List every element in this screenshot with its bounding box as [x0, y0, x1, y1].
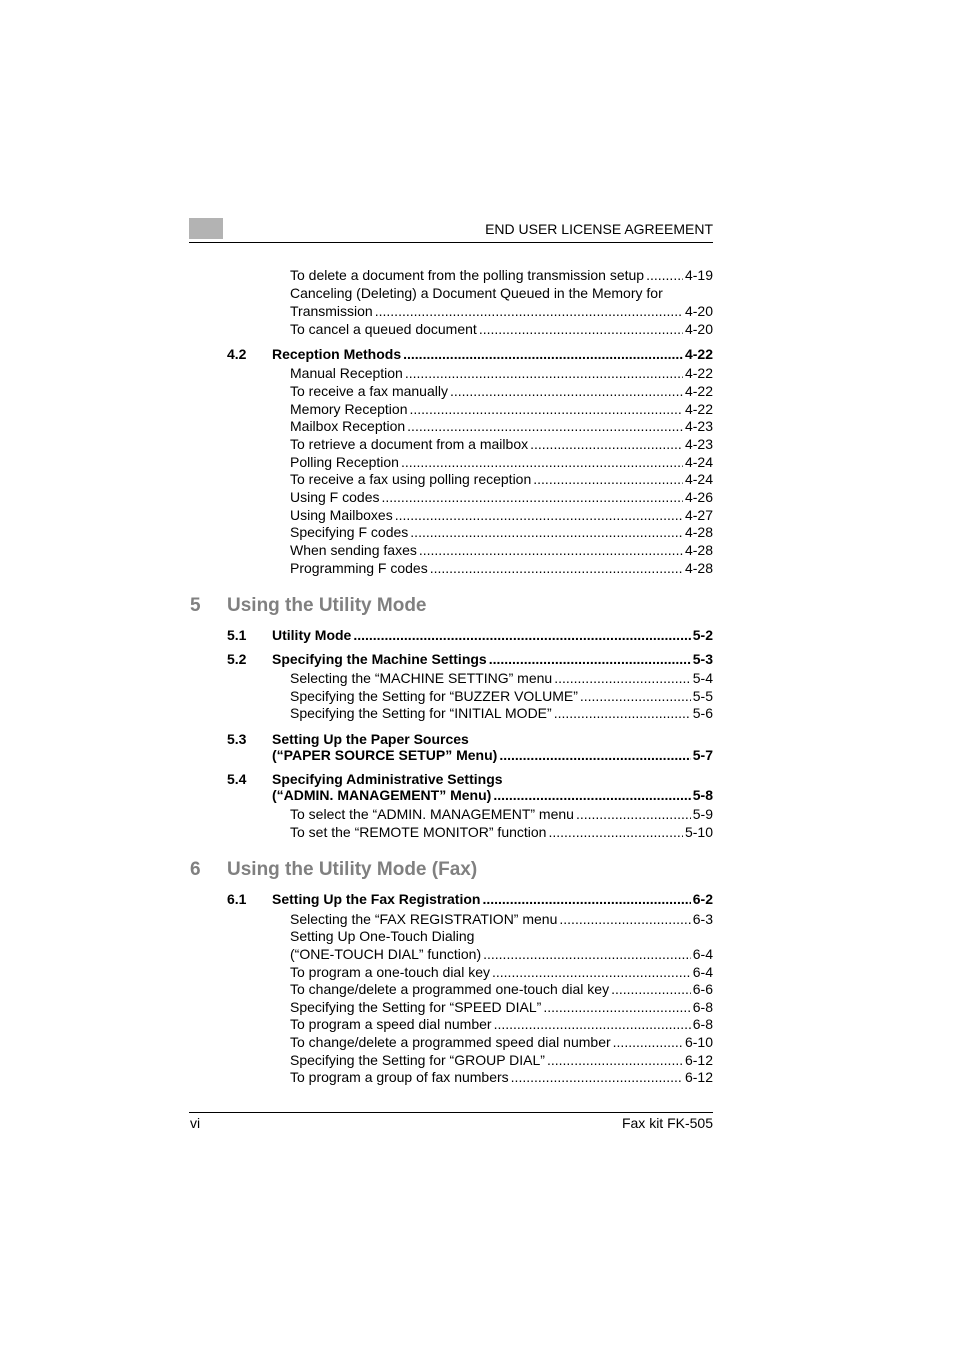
leader-dots	[419, 541, 683, 559]
toc-entry-page: 6-6	[692, 981, 713, 997]
toc-entry[interactable]	[290, 488, 713, 506]
toc-section[interactable]	[272, 345, 713, 363]
toc-entry[interactable]	[290, 998, 713, 1016]
toc-entry-title: To receive a fax using polling reception	[290, 471, 532, 487]
toc-entry-page: 6-10	[684, 1034, 713, 1050]
header-title: END USER LICENSE AGREEMENT	[485, 221, 713, 237]
toc-entry[interactable]	[290, 1068, 713, 1086]
toc-entry-page: 6-3	[692, 911, 713, 927]
toc-section[interactable]	[272, 650, 713, 668]
toc-entry-title: To select the “ADMIN. MANAGEMENT” menu	[290, 806, 574, 822]
toc-entry-title: Specifying the Setting for “SPEED DIAL”	[290, 999, 542, 1015]
toc-entry[interactable]	[290, 453, 713, 471]
toc-entry-page: 5-10	[684, 824, 713, 840]
toc-entry-page: 4-19	[684, 267, 713, 283]
toc-section[interactable]	[272, 786, 713, 804]
leader-dots	[533, 470, 683, 488]
toc-entry-page: 5-5	[692, 688, 713, 704]
toc-entry[interactable]	[290, 963, 713, 981]
leader-dots	[576, 805, 691, 823]
header-rule	[189, 242, 713, 243]
leader-dots	[543, 998, 690, 1016]
toc-entry-page: 6-4	[692, 946, 713, 962]
section-number: 5.4	[227, 771, 247, 787]
toc-entry-page: 5-9	[692, 806, 713, 822]
chapter-number: 6	[190, 859, 201, 880]
toc-entry[interactable]	[290, 1033, 713, 1051]
toc-entry: Setting Up One-Touch Dialing	[290, 928, 475, 944]
toc-entry[interactable]	[290, 669, 713, 687]
leader-dots	[489, 650, 691, 668]
leader-dots	[381, 488, 682, 506]
toc-entry[interactable]	[290, 417, 713, 435]
toc-section-page: 4-22	[684, 346, 713, 362]
toc-entry[interactable]	[290, 980, 713, 998]
leader-dots	[482, 890, 690, 908]
page-number: vi	[190, 1115, 201, 1131]
toc-section[interactable]	[272, 626, 713, 644]
toc-entry[interactable]	[290, 382, 713, 400]
toc-entry[interactable]	[290, 435, 713, 453]
toc-entry-title: Polling Reception	[290, 454, 399, 470]
toc-entry-page: 4-27	[684, 507, 713, 523]
toc-entry-title: Specifying the Setting for “GROUP DIAL”	[290, 1052, 545, 1068]
leader-dots	[611, 980, 691, 998]
toc-entry-page: 6-8	[692, 1016, 713, 1032]
toc-entry[interactable]	[290, 541, 713, 559]
leader-dots	[494, 1015, 691, 1033]
toc-entry-title: To receive a fax manually	[290, 383, 448, 399]
toc-entry-title: Manual Reception	[290, 365, 403, 381]
toc-entry-title: To delete a document from the polling transmission setup	[290, 267, 645, 283]
toc-section-page: 5-2	[692, 627, 713, 643]
toc-entry[interactable]	[290, 823, 713, 841]
toc-entry-page: 4-28	[684, 542, 713, 558]
toc-entry[interactable]	[290, 470, 713, 488]
toc-entry-title: Using Mailboxes	[290, 507, 393, 523]
leader-dots	[559, 910, 690, 928]
toc-entry-title: Programming F codes	[290, 560, 428, 576]
toc-entry-title: Using F codes	[290, 489, 380, 505]
toc-entry-page: 4-20	[684, 303, 713, 319]
toc-entry[interactable]	[290, 364, 713, 382]
toc-entry[interactable]	[290, 1015, 713, 1033]
toc-section-title: (“PAPER SOURCE SETUP” Menu)	[272, 747, 498, 763]
toc-entry-page: 6-4	[692, 964, 713, 980]
toc-entry-title: Specifying the Setting for “INITIAL MODE”	[290, 705, 552, 721]
leader-dots	[407, 417, 683, 435]
leader-dots	[493, 786, 690, 804]
chapter-title: Using the Utility Mode	[227, 595, 427, 616]
leader-dots	[430, 559, 683, 577]
footer-rule	[189, 1112, 713, 1113]
toc-entry-page: 4-22	[684, 383, 713, 399]
toc-section-title: Utility Mode	[272, 627, 352, 643]
toc-entry-page: 5-4	[692, 670, 713, 686]
leader-dots	[450, 382, 683, 400]
toc-section[interactable]	[272, 746, 713, 764]
product-name: Fax kit FK-505	[621, 1115, 713, 1131]
toc-entry[interactable]	[290, 523, 713, 541]
toc-entry-page: 4-28	[684, 524, 713, 540]
leader-dots	[401, 453, 683, 471]
toc-entry-title: To change/delete a programmed speed dial number	[290, 1034, 611, 1050]
toc-entry[interactable]	[290, 320, 713, 338]
leader-dots	[646, 266, 683, 284]
toc-entry-page: 4-26	[684, 489, 713, 505]
leader-dots	[492, 963, 691, 981]
toc-section-page: 6-2	[692, 891, 713, 907]
toc-entry-page: 6-8	[692, 999, 713, 1015]
leader-dots	[548, 823, 682, 841]
toc-entry-title: To program a speed dial number	[290, 1016, 492, 1032]
leader-dots	[375, 302, 683, 320]
leader-dots	[353, 626, 690, 644]
section-number: 4.2	[227, 346, 247, 362]
leader-dots	[511, 1068, 683, 1086]
leader-dots	[580, 687, 691, 705]
leader-dots	[410, 523, 683, 541]
section-number: 6.1	[227, 891, 247, 907]
chapter-title: Using the Utility Mode (Fax)	[227, 859, 478, 880]
toc-entry[interactable]	[290, 302, 713, 320]
toc-section-page: 5-8	[692, 787, 713, 803]
leader-dots	[403, 345, 683, 363]
section-number: 5.3	[227, 731, 247, 747]
toc-section-title: Reception Methods	[272, 346, 402, 362]
toc-entry-title: To program a group of fax numbers	[290, 1069, 509, 1085]
toc-section-title: Setting Up the Paper Sources	[272, 731, 469, 747]
toc-section-title: Setting Up the Fax Registration	[272, 891, 481, 907]
toc-section-title: Specifying Administrative Settings	[272, 771, 503, 787]
toc-entry[interactable]	[290, 687, 713, 705]
toc-entry-page: 4-22	[684, 401, 713, 417]
toc-entry[interactable]	[290, 266, 713, 284]
toc-entry-page: 5-6	[692, 705, 713, 721]
leader-dots	[395, 506, 683, 524]
leader-dots	[405, 364, 683, 382]
leader-dots	[479, 320, 683, 338]
leader-dots	[530, 435, 683, 453]
toc-entry-title: To set the “REMOTE MONITOR” function	[290, 824, 547, 840]
toc-entry-page: 4-22	[684, 365, 713, 381]
toc-entry-page: 4-24	[684, 471, 713, 487]
header-gray-block	[189, 218, 223, 239]
toc-entry[interactable]	[290, 1051, 713, 1069]
leader-dots	[613, 1033, 683, 1051]
leader-dots	[547, 1051, 683, 1069]
toc-entry[interactable]	[290, 704, 713, 722]
toc-entry-title: To cancel a queued document	[290, 321, 477, 337]
toc-entry-page: 4-28	[684, 560, 713, 576]
toc-entry-title: Transmission	[290, 303, 373, 319]
toc-entry[interactable]	[290, 559, 713, 577]
toc-entry-page: 4-20	[684, 321, 713, 337]
toc-entry-page: 6-12	[684, 1052, 713, 1068]
toc-entry-page: 6-12	[684, 1069, 713, 1085]
leader-dots	[554, 704, 691, 722]
toc-entry-title: To change/delete a programmed one-touch dial key	[290, 981, 610, 997]
section-number: 5.2	[227, 651, 247, 667]
toc-entry-page: 4-24	[684, 454, 713, 470]
toc-entry[interactable]	[290, 805, 713, 823]
toc-entry-title: Specifying the Setting for “BUZZER VOLUME”	[290, 688, 578, 704]
toc-entry[interactable]	[290, 910, 713, 928]
toc-section-title: Specifying the Machine Settings	[272, 651, 487, 667]
toc-entry-title: When sending faxes	[290, 542, 417, 558]
toc-section-title: (“ADMIN. MANAGEMENT” Menu)	[272, 787, 492, 803]
toc-entry[interactable]	[290, 506, 713, 524]
toc-section[interactable]	[272, 890, 713, 908]
toc-entry-title: To retrieve a document from a mailbox	[290, 436, 529, 452]
leader-dots	[554, 669, 691, 687]
toc-entry[interactable]	[290, 945, 713, 963]
leader-dots	[499, 746, 690, 764]
toc-entry-title: Selecting the “FAX REGISTRATION” menu	[290, 911, 558, 927]
toc-entry[interactable]	[290, 400, 713, 418]
toc-entry-title: Specifying F codes	[290, 524, 409, 540]
leader-dots	[410, 400, 683, 418]
leader-dots	[483, 945, 691, 963]
toc-section-page: 5-7	[692, 747, 713, 763]
toc-entry-title: Memory Reception	[290, 401, 408, 417]
toc-entry-page: 4-23	[684, 418, 713, 434]
toc-entry-title: Selecting the “MACHINE SETTING” menu	[290, 670, 553, 686]
toc-entry-title: To program a one-touch dial key	[290, 964, 490, 980]
toc-entry-title: Mailbox Reception	[290, 418, 406, 434]
toc-entry-title: (“ONE-TOUCH DIAL” function)	[290, 946, 482, 962]
toc-entry-page: 4-23	[684, 436, 713, 452]
chapter-number: 5	[190, 595, 201, 616]
section-number: 5.1	[227, 627, 247, 643]
toc-section-page: 5-3	[692, 651, 713, 667]
toc-entry: Canceling (Deleting) a Document Queued in the Memory for	[290, 285, 663, 301]
